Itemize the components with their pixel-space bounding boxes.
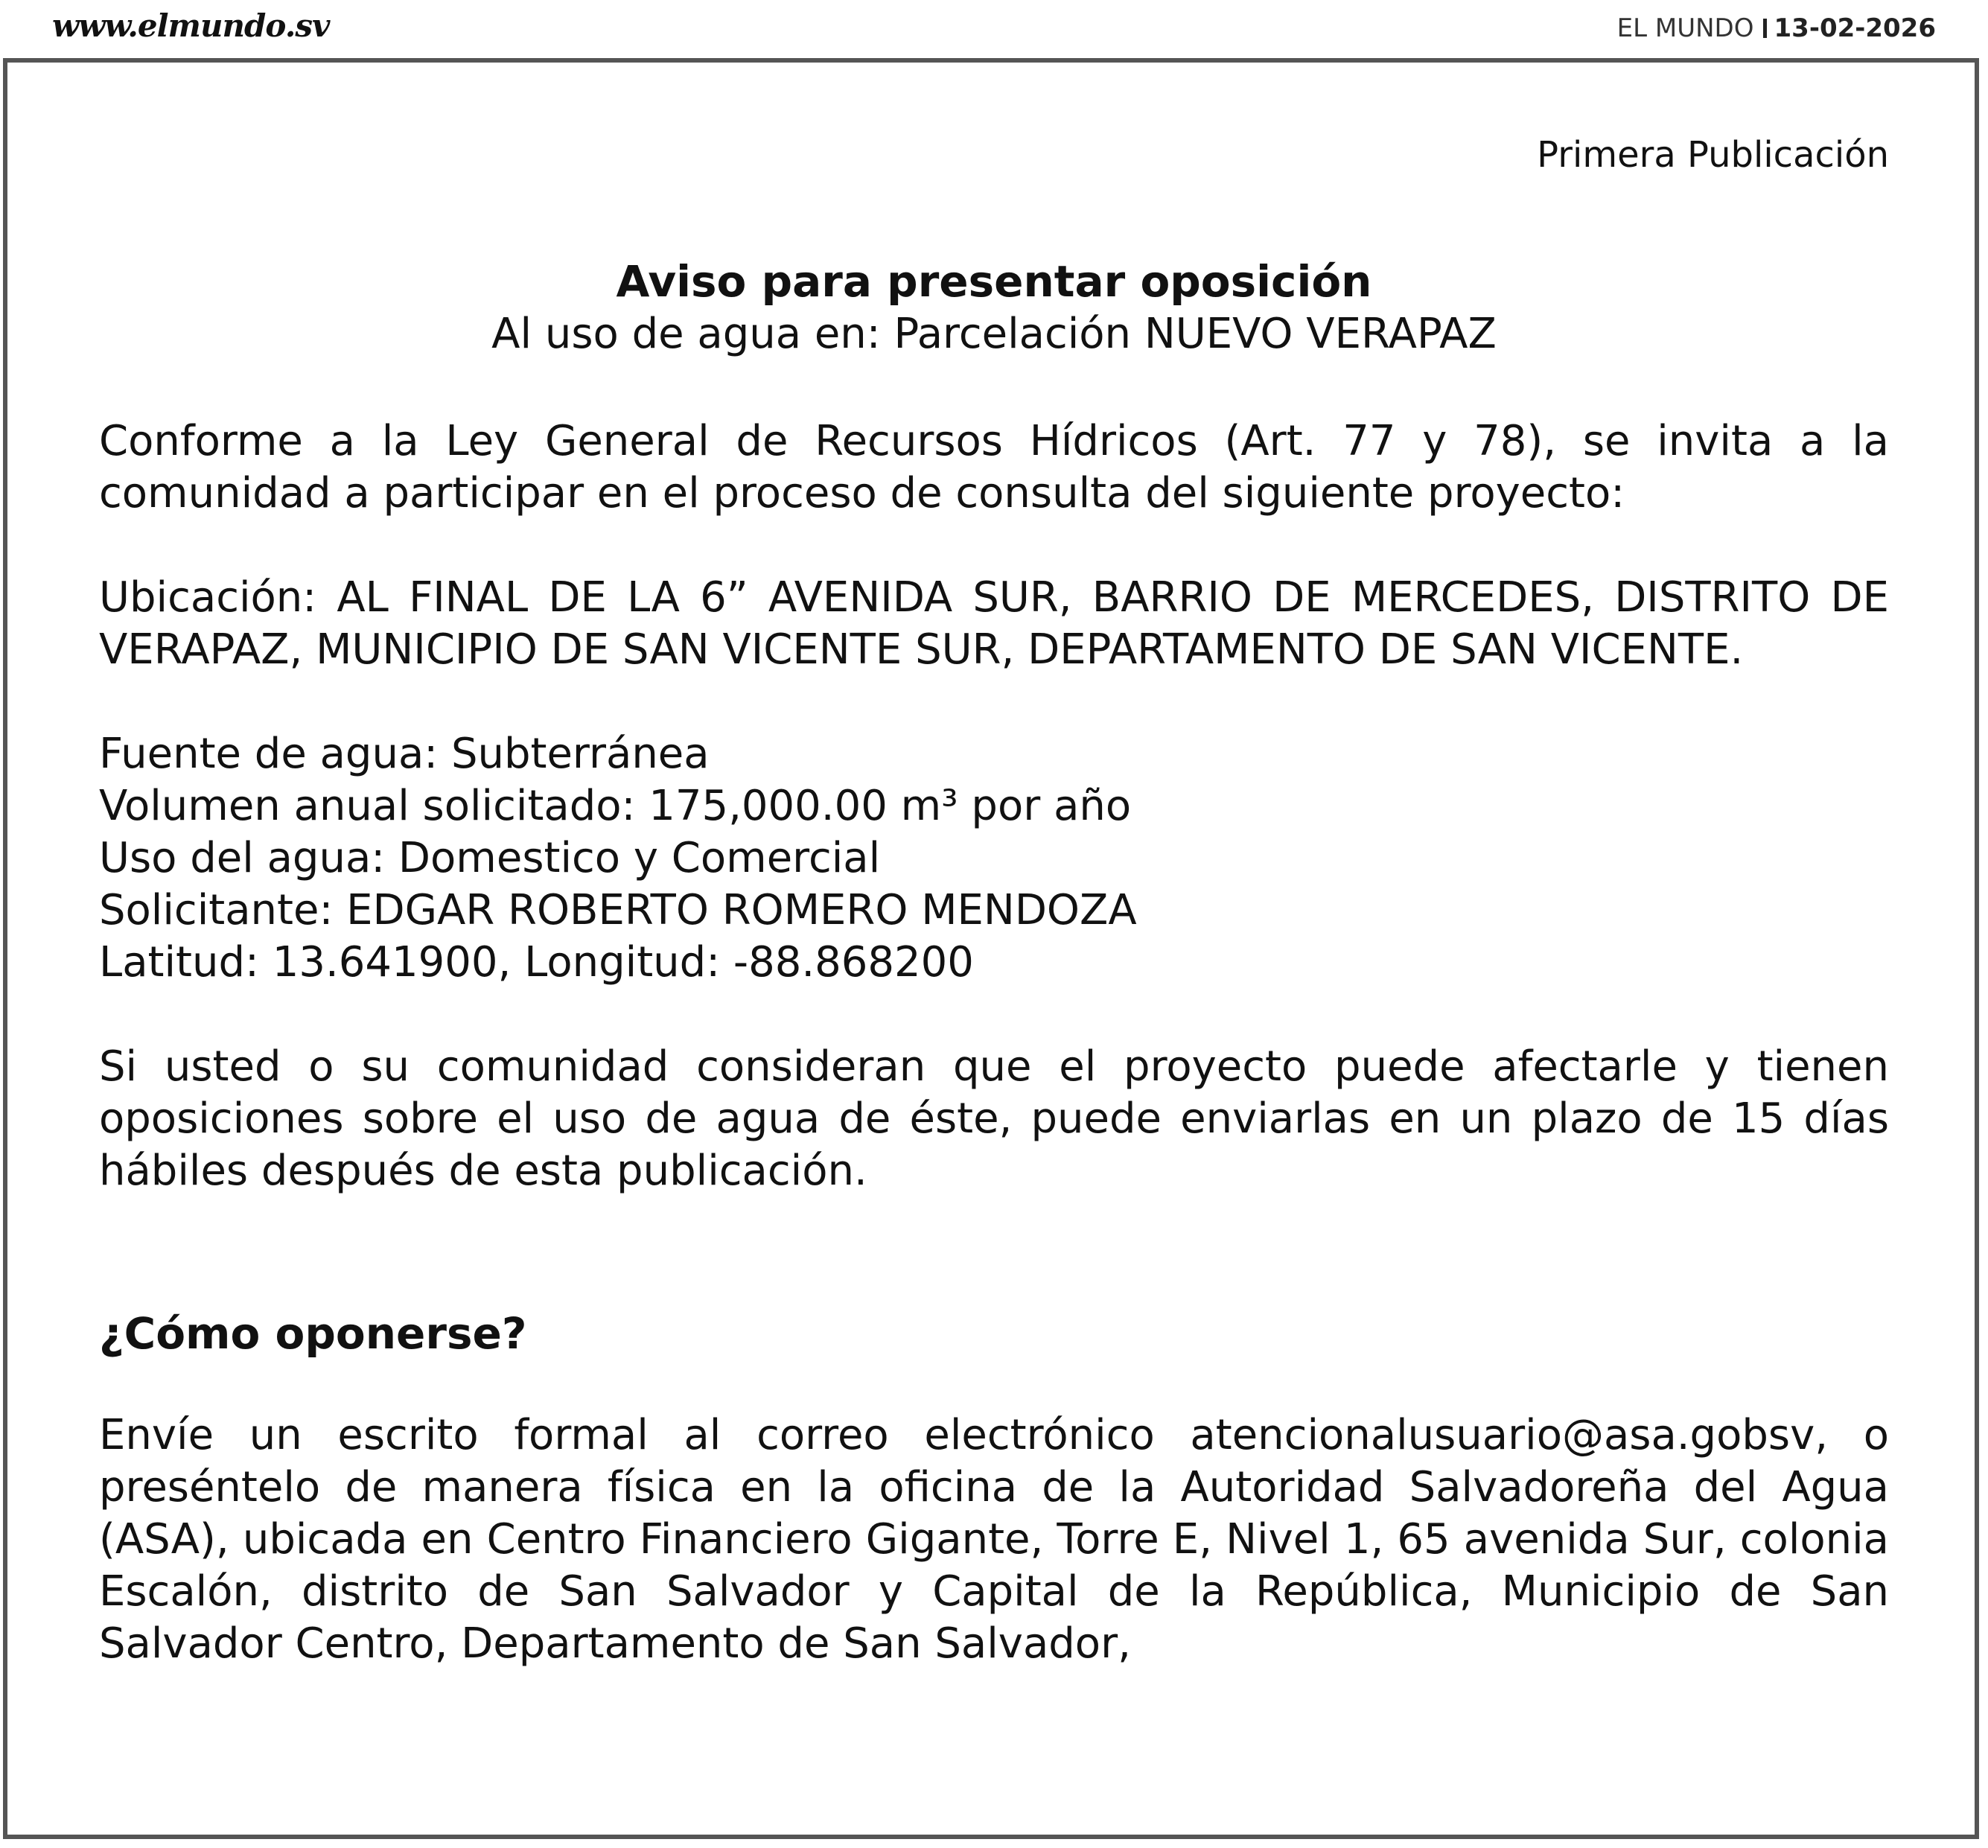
notice-subtitle: Al uso de agua en: Parcelación NUEVO VERAPAZ (491, 310, 1497, 358)
site-url: www.elmundo.sv (52, 7, 330, 44)
masthead-info (1617, 13, 1936, 43)
how-to-oppose-heading: ¿Cómo oponerse? (99, 1308, 527, 1359)
water-use: Uso del agua: Domestico y Comercial (99, 834, 881, 882)
water-source: Fuente de agua: Subterránea (99, 730, 710, 778)
masthead-separator (1763, 19, 1767, 38)
notice-title: Aviso para presentar oposición (616, 256, 1372, 307)
applicant: Solicitante: EDGAR ROBERTO ROMERO MENDOZA (99, 886, 1137, 934)
project-details (99, 728, 1889, 989)
edition-label: Primera Publicación (1537, 134, 1889, 176)
publication-name: EL MUNDO (1616, 13, 1754, 43)
publication-date: 13-02-2026 (1774, 13, 1936, 43)
how-to-oppose-paragraph: Envíe un escrito formal al correo electrónico atencionalusuario@asa.gobsv, o preséntelo de manera física en la oficina de la Autoridad Salvadoreña del Agua (ASA), ubicada en Centro Financiero Gigante, Torre E, Nivel 1, 65 avenida Sur, colonia Escalón, distrito de San Salvador y Capital de la República, Municipio de San Salvador Centro, Departamento de San Salvador, (99, 1411, 1889, 1668)
location-paragraph: Ubicación: AL FINAL DE LA 6” AVENIDA SUR, BARRIO DE MERCEDES, DISTRITO DE VERAPAZ, MUNICIPIO DE SAN VICENTE SUR, DEPARTAMENTO DE SAN VICENTE. (99, 573, 1889, 674)
masthead (0, 0, 1988, 58)
warning-paragraph: Si usted o su comunidad consideran que el proyecto puede afectarle y tienen oposiciones sobre el uso de agua de éste, puede enviarlas en un plazo de 15 días hábiles después de esta publicación. (99, 1042, 1889, 1195)
intro-paragraph: Conforme a la Ley General de Recursos Hídricos (Art. 77 y 78), se invita a la comunidad a participar en el proceso de consulta del siguiente proyecto: (99, 417, 1889, 517)
coordinates: Latitud: 13.641900, Longitud: -88.868200 (99, 938, 974, 987)
annual-volume: Volumen anual solicitado: 175,000.00 m³ por año (99, 782, 1132, 830)
